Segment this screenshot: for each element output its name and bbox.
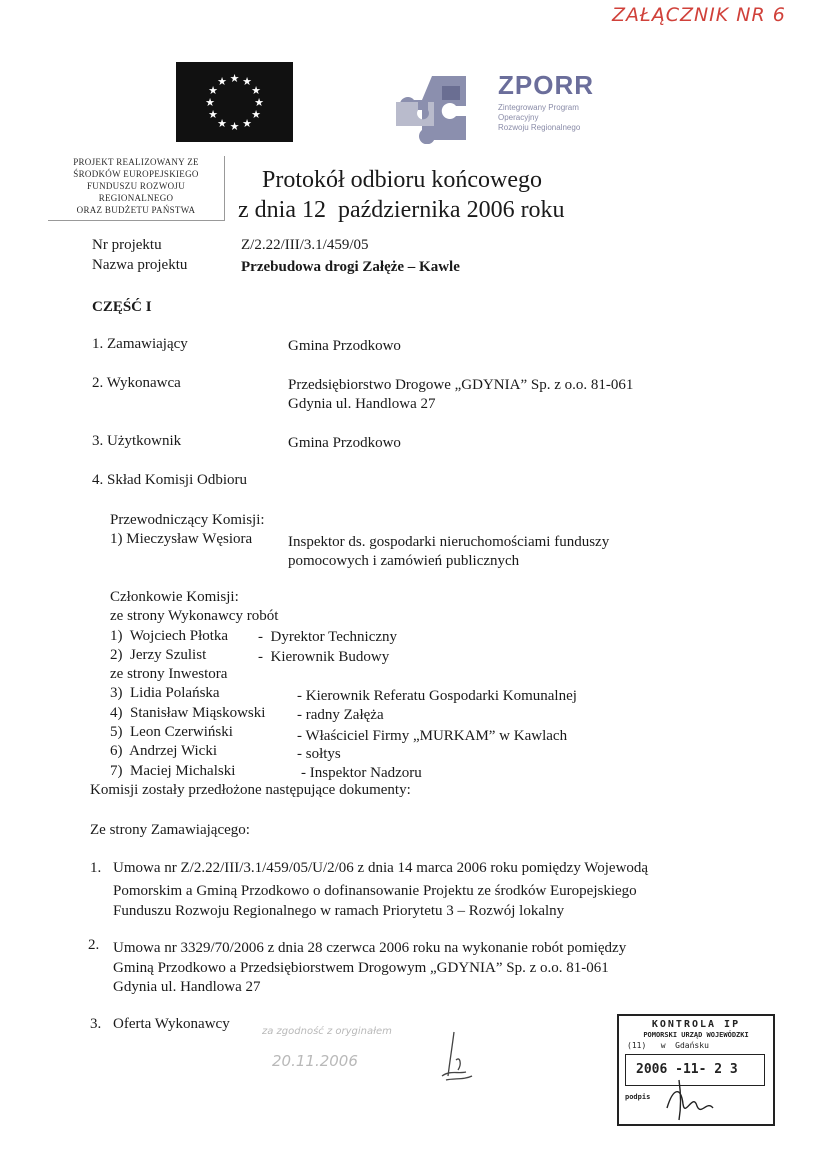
member-name: 6) Andrzej Wicki — [110, 743, 218, 759]
svg-text:★: ★ — [251, 84, 261, 97]
project-name-label: Nazwa projektu — [92, 257, 188, 273]
document-2-line-1: Umowa nr 3329/70/2006 z dnia 28 czerwca 2006 roku na wykonanie robót pomiędzy — [113, 940, 627, 956]
section-2-label: 2. Wykonawca — [92, 375, 181, 391]
section-1-value: Gmina Przodkowo — [288, 338, 401, 354]
funding-note-box — [48, 156, 225, 221]
project-nr-value: Z/2.22/III/3.1/459/05 — [241, 237, 369, 253]
document-3-line-1: Oferta Wykonawcy — [113, 1016, 230, 1032]
part-heading: CZĘŚĆ I — [92, 299, 152, 315]
svg-text:★: ★ — [242, 75, 252, 88]
documents-intro: Komisji zostały przedłożone następujące dokumenty: — [90, 782, 411, 798]
zporr-subtitle-2: Operacyjny — [498, 113, 539, 122]
control-stamp-title: KONTROLA IP — [651, 1019, 741, 1030]
svg-text:★: ★ — [242, 117, 252, 130]
svg-text:★: ★ — [229, 72, 240, 85]
member-name: 3) Lidia Polańska — [110, 685, 220, 701]
svg-text:★: ★ — [251, 108, 261, 121]
document-title-line-2: z dnia 12 października 2006 roku — [238, 197, 565, 223]
project-nr-label: Nr projektu — [92, 237, 162, 253]
member-role: - Inspektor Nadzoru — [301, 765, 422, 781]
zporr-subtitle-3: Rozwoju Regionalnego — [498, 123, 581, 132]
svg-text:★: ★ — [208, 108, 218, 121]
document-2-number: 2. — [88, 937, 100, 953]
member-role: - Kierownik Budowy — [258, 649, 390, 665]
commission-chair-label: Przewodniczący Komisji: — [110, 512, 265, 528]
svg-text:★: ★ — [205, 96, 215, 109]
svg-text:★: ★ — [254, 96, 264, 109]
investor-side-label: ze strony Inwestora — [110, 666, 228, 682]
faint-certification-date: 20.11.2006 — [272, 1052, 358, 1070]
zporr-name: ZPORR — [498, 70, 594, 100]
eu-flag-logo — [176, 62, 293, 142]
documents-side-label: Ze strony Zamawiającego: — [90, 822, 250, 838]
zporr-logo — [498, 70, 628, 133]
svg-text:★: ★ — [217, 75, 227, 88]
funding-note-line: ORAZ BUDŻETU PAŃSTWA — [76, 205, 196, 215]
document-title-line-1: Protokół odbioru końcowego — [262, 167, 542, 193]
funding-note-line: REGIONALNEGO — [98, 193, 174, 203]
zporr-subtitle-1: Zintegrowany Program — [498, 103, 579, 112]
section-3-value: Gmina Przodkowo — [288, 435, 401, 451]
control-stamp-signature-icon — [659, 1078, 729, 1122]
section-1-label: 1. Zamawiający — [92, 336, 188, 352]
member-name: 1) Wojciech Płotka — [110, 628, 229, 644]
section-2-value-line-1: Przedsiębiorstwo Drogowe „GDYNIA” Sp. z o.o. 81-061 — [288, 377, 634, 393]
document-1-line-2: Pomorskim a Gminą Przodkowo o dofinansowanie Projektu ze środków Europejskiego — [113, 883, 637, 899]
member-role: - Kierownik Referatu Gospodarki Komunalnej — [297, 688, 577, 704]
svg-text:★: ★ — [217, 117, 227, 130]
faint-certification-text: za zgodność z oryginałem — [262, 1026, 392, 1037]
zporr-puzzle-icon — [392, 72, 476, 144]
section-3-label: 3. Użytkownik — [92, 433, 182, 449]
funding-note-line: ŚRODKÓW EUROPEJSKIEGO — [73, 169, 199, 179]
contractor-side-label: ze strony Wykonawcy robót — [110, 608, 279, 624]
member-role: - Właściciel Firmy „MURKAM” w Kawlach — [297, 728, 568, 744]
funding-note-line: PROJEKT REALIZOWANY ZE — [73, 157, 199, 167]
eu-stars-icon — [176, 62, 293, 142]
document-2-line-3: Gdynia ul. Handlowa 27 — [113, 979, 261, 995]
member-role: - sołtys — [297, 746, 341, 762]
commission-chair-name: 1) Mieczysław Węsiora — [110, 531, 253, 547]
control-stamp-city: (11) w Gdańsku — [627, 1041, 709, 1050]
project-name-value: Przebudowa drogi Załęże – Kawle — [241, 259, 460, 275]
svg-text:★: ★ — [229, 120, 240, 133]
control-stamp-sign-label: podpis — [625, 1093, 651, 1101]
funding-note-line: FUNDUSZU ROZWOJU — [86, 181, 186, 191]
member-name: 4) Stanisław Miąskowski — [110, 705, 266, 721]
section-4-label: 4. Skład Komisji Odbioru — [92, 472, 248, 488]
section-2-value-line-2: Gdynia ul. Handlowa 27 — [288, 396, 436, 412]
signature-mark-icon — [436, 1030, 476, 1086]
control-stamp-date: 2006 -11- 2 3 — [636, 1062, 738, 1077]
member-role: - Dyrektor Techniczny — [258, 629, 398, 645]
svg-text:★: ★ — [208, 84, 218, 97]
handwritten-attachment-note: ZAŁĄCZNIK NR 6 — [612, 4, 786, 26]
document-3-number: 3. — [90, 1016, 102, 1032]
control-stamp-office: POMORSKI URZĄD WOJEWÓDZKI — [643, 1031, 749, 1039]
commission-chair-role-line-2: pomocowych i zamówień publicznych — [288, 553, 520, 569]
document-1-line-1: Umowa nr Z/2.22/III/3.1/459/05/U/2/06 z dnia 14 marca 2006 roku pomiędzy Wojewodą — [113, 860, 649, 876]
document-1-line-3: Funduszu Rozwoju Regionalnego w ramach Priorytetu 3 – Rozwój lokalny — [113, 903, 565, 919]
member-role: - radny Załęża — [297, 707, 384, 723]
member-name: 7) Maciej Michalski — [110, 763, 236, 779]
commission-chair-role-line-1: Inspektor ds. gospodarki nieruchomościami funduszy — [288, 534, 610, 550]
member-name: 2) Jerzy Szulist — [110, 647, 207, 663]
document-1-number: 1. — [90, 860, 102, 876]
commission-members-label: Członkowie Komisji: — [110, 589, 239, 605]
control-stamp — [617, 1014, 775, 1126]
member-name: 5) Leon Czerwiński — [110, 724, 233, 740]
document-2-line-2: Gminą Przodkowo a Przedsiębiorstwem Drogowym „GDYNIA” Sp. z o.o. 81-061 — [113, 960, 609, 976]
